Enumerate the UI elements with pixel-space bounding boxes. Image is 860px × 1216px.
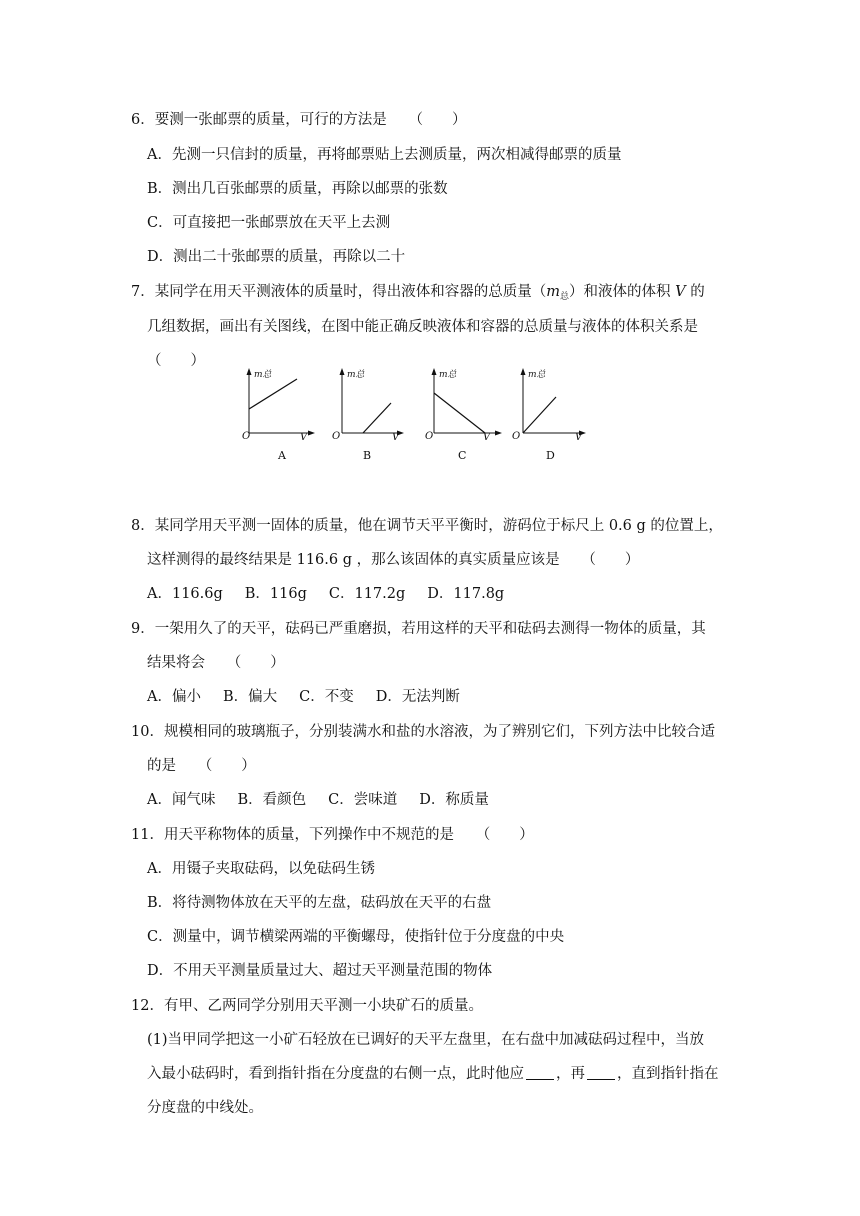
question-10-option-a: A．闻气味 (147, 792, 216, 808)
question-12-stem: 12．有甲、乙两同学分别用天平测一小块矿石的质量。 (131, 998, 483, 1014)
graph-d-origin: O (512, 431, 521, 442)
question-9-option-a: A．偏小 (147, 689, 201, 705)
question-8-line-2: 这样测得的最终结果是 116.6 g ，那么该固体的真实质量应该是 （ ） (147, 552, 640, 568)
question-12-part-1-line-2 (147, 1064, 719, 1084)
question-10-options (147, 790, 511, 810)
graph-a-label: A (278, 449, 286, 462)
question-12-part-1-line-3: 分度盘的中线处。 (147, 1100, 263, 1116)
graph-d-x-label: V (575, 432, 583, 443)
question-9-option-d: D．无法判断 (375, 689, 460, 705)
question-12-part-1-line-1: (1)当甲同学把这一小矿石轻放在已调好的天平左盘里，在右盘中加减砝码过程中，当放 (147, 1032, 705, 1048)
question-11-option-a: A．用镊子夹取砝码，以免砝码生锈 (147, 861, 375, 877)
graph-b-label: B (363, 449, 372, 462)
question-11-option-d: D．不用天平测量质量过大、超过天平测量范围的物体 (147, 963, 493, 979)
question-7-line-1 (131, 282, 705, 307)
graph-d (506, 365, 586, 465)
question-9-line-1: 9．一架用久了的天平，砝码已严重磨损，若用这样的天平和砝码去测得一物体的质量，其 (131, 621, 706, 637)
graph-b (327, 365, 407, 465)
question-9-options (147, 687, 482, 707)
graph-c-x-label: V (483, 432, 491, 443)
question-9-option-b: B．偏大 (222, 689, 278, 705)
question-12-text-a: 入最小砝码时，看到指针指在分度盘的右侧一点，此时他应 (147, 1066, 524, 1082)
graph-c-y-label: m总 (439, 370, 457, 380)
question-7-line-2: 几组数据，画出有关图线，在图中能正确反映液体和容器的总质量与液体的体积关系是 (147, 319, 698, 335)
question-10-option-b: B．看颜色 (237, 792, 307, 808)
question-6-option-c: C．可直接把一张邮票放在天平上去测 (147, 215, 391, 231)
question-7-m-subscript: 总 (559, 292, 569, 302)
question-11-stem: 11．用天平称物体的质量，下列操作中不规范的是 （ ） (131, 827, 534, 843)
question-7-v-symbol: V (675, 284, 686, 300)
graph-a-x-label: V (300, 432, 308, 443)
question-11-option-b: B．将待测物体放在天平的左盘，砝码放在天平的右盘 (147, 895, 492, 911)
question-10-line-2: 的是 （ ） (147, 758, 256, 774)
question-6-option-b: B．测出几百张邮票的质量，再除以邮票的张数 (147, 181, 448, 197)
answer-blank-1[interactable] (526, 1065, 554, 1080)
graph-b-origin: O (332, 431, 341, 442)
question-11-option-c: C．测量中，调节横梁两端的平衡螺母，使指针位于分度盘的中央 (147, 929, 565, 945)
question-8-option-a: A．116.6g (147, 586, 223, 602)
graph-a (230, 365, 310, 465)
question-9-option-c: C．不变 (299, 689, 354, 705)
graph-c (415, 365, 495, 465)
question-6-option-a: A．先测一只信封的质量，再将邮票贴上去测质量，两次相减得邮票的质量 (147, 147, 622, 163)
question-6-option-d: D．测出二十张邮票的质量，再除以二十 (147, 249, 406, 265)
question-10-option-c: C．尝味道 (328, 792, 398, 808)
question-10-line-1: 10．规模相同的玻璃瓶子，分别装满水和盐的水溶液，为了辨别它们，下列方法中比较合适 (131, 724, 715, 740)
question-8-options (147, 584, 526, 604)
question-12-text-b: ，再 (556, 1066, 585, 1082)
question-6-stem: 6．要测一张邮票的质量，可行的方法是 （ ） (131, 112, 467, 128)
question-8-option-b: B．116g (244, 586, 307, 602)
question-7-text-a: 7．某同学在用天平测液体的质量时，得出液体和容器的总质量（ (131, 284, 547, 300)
graph-b-x-label: V (392, 432, 400, 443)
question-9-line-2: 结果将会 （ ） (147, 655, 285, 671)
question-7-m-symbol: m (546, 284, 560, 300)
graph-a-plot (230, 365, 315, 465)
question-7-text-b: ）和液体的体积 (569, 284, 671, 300)
question-12-text-c: ，直到指针指在 (617, 1066, 719, 1082)
question-10-option-d: D．称质量 (419, 792, 489, 808)
question-7-line-3: （ ） (147, 353, 205, 369)
question-7-graphs (230, 365, 610, 465)
question-8-option-d: D．117.8g (427, 586, 505, 602)
graph-d-label: D (546, 449, 555, 462)
graph-a-y-label: m总 (254, 370, 272, 380)
graph-b-y-label: m总 (347, 370, 365, 380)
question-8-line-1: 8．某同学用天平测一固体的质量，他在调节天平平衡时，游码位于标尺上 0.6 g 的位置上， (131, 518, 723, 534)
graph-c-origin: O (425, 431, 434, 442)
question-7-text-c: 的 (690, 284, 705, 300)
answer-blank-2[interactable] (587, 1065, 615, 1080)
graph-c-label: C (458, 449, 467, 462)
question-8-option-c: C．117.2g (328, 586, 406, 602)
graph-d-y-label: m总 (528, 370, 546, 380)
graph-a-origin: O (242, 431, 251, 442)
